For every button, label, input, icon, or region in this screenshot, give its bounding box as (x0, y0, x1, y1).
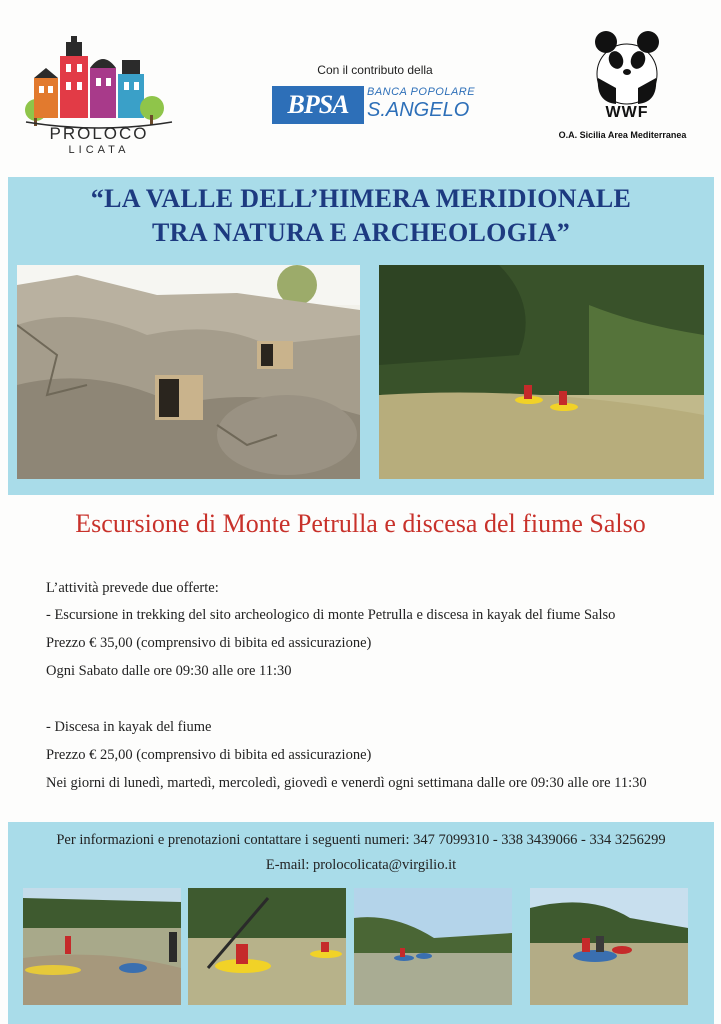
kayak-river-photo (379, 265, 704, 479)
bank-name-line2: S.ANGELO (367, 99, 470, 121)
bpsa-logo: BPSA (272, 86, 364, 124)
proloco-name: PROLOCO (49, 124, 149, 143)
main-title-line2: TRA NATURA E ARCHEOLOGIA” (151, 218, 571, 247)
kayak-thumb-2 (188, 888, 346, 1005)
contact-email: E-mail: prolocolicata@virgilio.it (265, 857, 457, 873)
offers-intro: L’attività prevede due offerte: (46, 580, 219, 596)
bank-name-line1: BANCA POPOLARE (367, 86, 476, 98)
offer1-description: - Escursione in trekking del sito archeologico di monte Petrulla e discesa in kayak del fiume Salso (46, 607, 616, 623)
event-subtitle: Escursione di Monte Petrulla e discesa del fiume Salso (75, 509, 646, 538)
wwf-name: WWF (605, 104, 649, 121)
offer1-price: Prezzo € 35,00 (comprensivo di bibita ed assicurazione) (46, 635, 372, 651)
proloco-city: LICATA (68, 144, 130, 156)
kayak-thumb-3 (354, 888, 512, 1005)
offer2-description: - Discesa in kayak del fiume (46, 719, 212, 735)
main-title (8, 182, 714, 250)
contribution-text: Con il contributo della (317, 63, 433, 77)
main-title-line1: “LA VALLE DELL’HIMERA MERIDIONALE (90, 184, 632, 213)
archaeological-site-photo (17, 265, 360, 479)
kayak-thumb-1 (23, 888, 181, 1005)
offer1-schedule: Ogni Sabato dalle ore 09:30 alle ore 11:30 (46, 663, 292, 679)
kayak-thumb-4 (530, 888, 688, 1005)
wwf-subtitle: O.A. Sicilia Area Mediterranea (558, 130, 687, 140)
offer2-schedule: Nei giorni di lunedì, martedì, mercoledì, giovedì e venerdì ogni settimana dalle ore 09:30 alle ore 11:30 (46, 775, 647, 791)
offer2-price: Prezzo € 25,00 (comprensivo di bibita ed assicurazione) (46, 747, 372, 763)
wwf-panda-icon (592, 28, 662, 106)
contact-phones: Per informazioni e prenotazioni contattare i seguenti numeri: 347 7099310 - 338 3439066 - 334 3256299 (56, 832, 666, 848)
